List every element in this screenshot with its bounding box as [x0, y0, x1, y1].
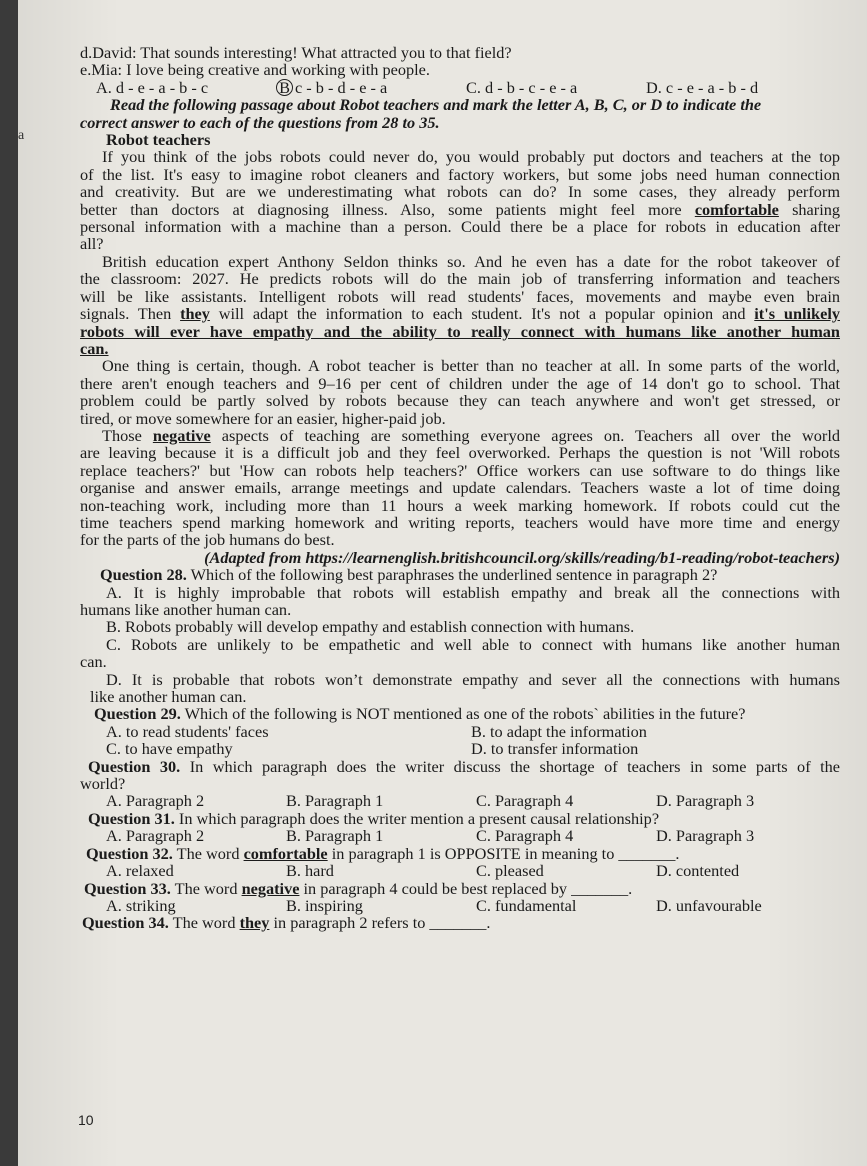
question-32: Question 32. The word comfortable in paragraph 1 is OPPOSITE in meaning to _______.	[86, 843, 680, 863]
q31-options	[106, 827, 840, 844]
q32-option-c[interactable]: C. pleased	[476, 861, 544, 881]
paragraph-1: If you think of the jobs robots could never do, you would probably put doctors and teachers at the top of the list. It's easy to imagine robot cleaners and factory workers, but some jobs need human connection and creativity. But are we underestimating what robots can do? In some cases, they already perform better than doctors at diagnosing illness. Also, some patients might feel more comfortable sharing personal information with a machine than a person. Could there be a place for robots in education after all?	[80, 147, 841, 254]
source-citation: (Adapted from https://learnenglish.britishcouncil.org/skills/reading/b1-reading/robot-teachers)	[204, 547, 840, 567]
q30-option-c[interactable]: C. Paragraph 4	[476, 791, 574, 811]
option-b[interactable]: B c - b - d - e - a	[276, 79, 466, 96]
q28-option-d[interactable]: D. It is probable that robots won’t demonstrate empathy and sever all the connections with humans	[106, 669, 840, 689]
dialogue-answer-options	[96, 79, 840, 96]
question-30: Question 30. In which paragraph does the writer discuss the shortage of teachers in some parts of the	[88, 756, 840, 776]
q28-option-c[interactable]: C. Robots are unlikely to be empathetic and well able to connect with humans like another human	[106, 634, 840, 654]
paragraph-2: British education expert Anthony Seldon thinks so. And he even has a date for the robot takeover of the classroom: 2027. He predicts robots will do the main job of transferring information and teachers will be like assistants. Intelligent robots will read students' faces, movements and maybe even brain signals. Then they will adapt the information to each student. It's not a popular opinion and it's unlikely robots will ever have empathy and the ability to really connect with humans like another human can.	[80, 251, 840, 358]
q29-options	[106, 723, 840, 758]
q31-option-c[interactable]: C. Paragraph 4	[476, 826, 574, 846]
q30-option-b[interactable]: B. Paragraph 1	[286, 791, 384, 811]
circled-answer-b: B	[276, 79, 293, 96]
q28-option-b[interactable]: B. Robots probably will develop empathy and establish connection with humans.	[106, 617, 635, 637]
option-a[interactable]: A. d - e - a - b - c	[96, 77, 209, 97]
q30-options	[106, 792, 840, 809]
q33-options	[106, 897, 840, 914]
underlined-word-they: they	[180, 304, 210, 324]
q31-option-d[interactable]: D. Paragraph 3	[656, 826, 755, 846]
q31-option-a[interactable]: A. Paragraph 2	[106, 826, 205, 846]
q30-option-d[interactable]: D. Paragraph 3	[656, 791, 755, 811]
paragraph-3: One thing is certain, though. A robot teacher is better than no teacher at all. In some parts of the world, there aren't enough teachers and 9–16 per cent of children under the age of 14 don't go to school. That problem could be partly solved by robots because they can teach anywhere and won't get stressed, or tired, or move somewhere for an easier, higher-paid job.	[80, 356, 840, 428]
instruction-line-2: correct answer to each of the questions from 28 to 35.	[80, 112, 440, 132]
q31-option-b[interactable]: B. Paragraph 1	[286, 826, 384, 846]
page-content: d.David: That sounds interesting! What attracted you to that field? e.Mia: I love being creative and working with people. A. d - e - a - b - c B c - b - d - e - a C. d - b - c - e - a D. c - e - a - b - d Read the following passage about Robot teachers and mark the letter A, B, C, or D to indicate the correct answer to each of the questions from 28 to 35. Robot teachers If you think of the jobs robots could never do, you would probably put doctors and teachers at the top of the list. It's easy to imagine robot cleaners and factory workers, but some jobs need human connection and creativity. But are we underestimating what robots can do? In some cases, they already perform better than doctors at diagnosing illness. Also, some patients might feel more comfortable sharing personal information with a machine than a person. Could there be a place for robots in education after all? British education expert Anthony Seldon thinks so. And he even has a date for the robot takeover of the classroom: 2027. He predicts robots will do the main job of transferring information and teachers will be like assistants. Intelligent robots will read students' faces, movements and maybe even brain signals. Then they will adapt the information to each student. It's not a popular opinion and it's unlikely robots will ever have empathy and the ability to really connect with humans like another human can. One thing is certain, though. A robot teacher is better than no teacher at all. In some parts of the world, there aren't enough teachers and 9–16 per cent of children under the age of 14 don't go to school. That problem could be partly solved by robots because they can teach anywhere and won't get stressed, or tired, or move somewhere for an easier, higher-paid job. Those negative aspects of teaching are something everyone agrees on. Teachers all over the world are leaving because it is a difficult job and they feel overworked. Perhaps the question is not 'Will robots replace teachers?' but 'How can robots help teachers?' Office workers can use software to do things like organise and answer emails, arrange meetings and update calendars. Teachers waste a lot of time doing non-teaching work, including more than 11 hours a week marking homework. If robots could cut the time teachers spend marking homework and writing reports, teachers would have more time and energy for the parts of the job humans do best. (Adapted from https://learnenglish.britishcouncil.org/skills/reading/b1-reading/robot-teachers) Question 28. Which of the following best paraphrases the underlined sentence in paragraph 2? A. It is highly improbable that robots will establish empathy and break all the connections with humans like another human can. B. Robots probably will develop empathy and establish connection with humans. C. Robots are unlikely to be empathetic and well able to connect with humans like another human can. D. It is probable that robots won’t demonstrate empathy and sever all the connections with humans like another human can. Question 29. Which of the following is NOT mentioned as one of the robots` abilities in the future? A. to read students' faces B. to adapt the information C. to have empathy D. to transfer information Question 30. In which paragraph does the writer discuss the shortage of teachers in some parts of the world? A. Paragraph 2 B. Paragraph 1 C. Paragraph 4 D. Paragraph 3 Question 31. In which paragraph does the writer mention a present causal relationship? A. Paragraph 2 B. Paragraph 1 C. Paragraph 4 D. Paragraph 3 Question 32. The word comfortable in paragraph 1 is OPPOSITE in meaning to _______. A. relaxed B. hard C. pleased D. contented Question 33. The word negative in paragraph 4 could be best replaced by _______. A. striking B. inspiring C. fundamental D. unfavourable Question 34. The word they in paragraph 2 refers to _______.	[80, 43, 841, 933]
q29-option-b[interactable]: B. to adapt the information	[471, 721, 647, 741]
instruction-line-1: Read the following passage about Robot teachers and mark the letter A, B, C, or D to indicate the	[110, 95, 762, 115]
q29-option-d[interactable]: D. to transfer information	[471, 739, 639, 759]
question-29: Question 29. Which of the following is NOT mentioned as one of the robots` abilities in the future?	[94, 704, 746, 724]
underlined-word-comfortable: comfortable	[694, 199, 779, 219]
q32-option-b[interactable]: B. hard	[286, 861, 334, 881]
q30-option-a[interactable]: A. Paragraph 2	[106, 791, 205, 811]
q28-option-a[interactable]: A. It is highly improbable that robots will establish empathy and break all the connections with	[106, 582, 840, 602]
q33-option-b[interactable]: B. inspiring	[286, 895, 363, 915]
q28-option-c-cont: can.	[80, 652, 107, 672]
q28-option-d-cont: like another human can.	[90, 687, 247, 707]
dialogue-line-e: e.Mia: I love being creative and working with people.	[80, 60, 430, 80]
q29-option-c[interactable]: C. to have empathy	[106, 739, 233, 759]
underlined-sentence: robots will ever have empathy and the ability to really connect with humans like another human	[80, 321, 840, 341]
option-d[interactable]: D. c - e - a - b - d	[646, 77, 759, 97]
exam-sheet	[18, 0, 867, 1166]
q33-option-c[interactable]: C. fundamental	[476, 895, 577, 915]
q32-option-a[interactable]: A. relaxed	[106, 861, 174, 881]
q29-option-a[interactable]: A. to read students' faces	[106, 721, 269, 741]
option-c[interactable]: C. d - b - c - e - a	[466, 77, 578, 97]
q32-options	[106, 862, 840, 879]
q28-option-a-cont: humans like another human can.	[80, 600, 292, 619]
question-28: Question 28. Which of the following best paraphrases the underlined sentence in paragraph 2?	[100, 565, 718, 585]
paragraph-4: Those negative aspects of teaching are something everyone agrees on. Teachers all over the world are leaving because it is a difficult job and they feel overworked. Perhaps the question is not 'Will robots replace teachers?' but 'How can robots help teachers?' Office workers can use software to do things like organise and answer emails, arrange meetings and update calendars. Teachers waste a lot of time doing non-teaching work, including more than 11 hours a week marking homework. If robots could cut the time teachers spend marking homework and writing reports, teachers would have more time and energy for the parts of the job humans do best.	[80, 425, 840, 550]
underlined-word-negative: negative	[152, 425, 211, 445]
page-number: 10	[78, 1112, 94, 1128]
dialogue-line-d: d.David: That sounds interesting! What attracted you to that field?	[80, 43, 512, 62]
question-31: Question 31. In which paragraph does the writer mention a present causal relationship?	[88, 808, 660, 828]
q33-option-d[interactable]: D. unfavourable	[656, 895, 762, 915]
margin-mark: a	[18, 128, 25, 143]
q33-option-a[interactable]: A. striking	[106, 895, 176, 915]
question-33: Question 33. The word negative in paragraph 4 could be best replaced by _______.	[84, 878, 633, 898]
underlined-sentence-start: it's unlikely	[754, 304, 840, 324]
q32-option-d[interactable]: D. contented	[656, 861, 740, 881]
question-34: Question 34. The word they in paragraph 2 refers to _______.	[82, 913, 491, 933]
passage-title: Robot teachers	[106, 130, 211, 150]
